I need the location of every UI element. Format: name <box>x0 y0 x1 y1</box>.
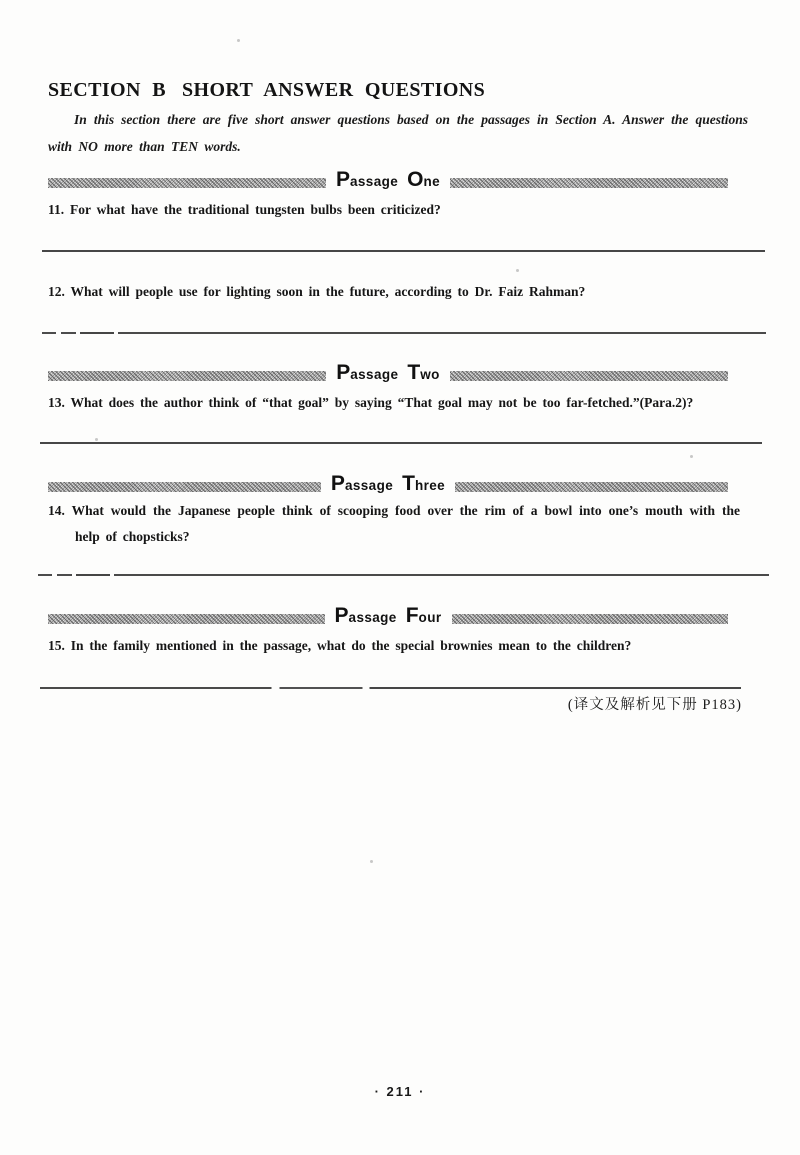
answer-line-5 <box>40 687 741 689</box>
scan-speck <box>95 438 98 441</box>
answer-line-3 <box>40 442 762 444</box>
question-text: For what have the traditional tungsten bulbs been criticized? <box>70 202 441 217</box>
question-text: What would the Japanese people think of scooping food over the rim of a bowl into one’s mouth with the help of chopsticks? <box>71 503 740 544</box>
translation-note: (译文及解析见下册 P183) <box>567 697 742 713</box>
question-13 <box>48 390 740 416</box>
passage-word: Three <box>402 472 446 495</box>
passage-word: Passage <box>336 361 399 384</box>
hatch-band-left <box>48 482 321 492</box>
passage-header-one <box>48 169 728 193</box>
passage-header-four <box>48 605 728 629</box>
passage-word: Two <box>407 361 440 384</box>
answer-line-4 <box>38 574 769 576</box>
section-title-left: SECTION B <box>48 79 166 101</box>
hatch-band-left <box>48 371 326 381</box>
hatch-band-left <box>48 178 326 188</box>
question-12 <box>48 279 740 305</box>
hatch-band-right <box>450 178 728 188</box>
passage-title-three <box>321 472 455 498</box>
answer-line-1 <box>42 250 765 252</box>
hatch-band-right <box>455 482 728 492</box>
passage-word: One <box>407 168 441 191</box>
question-number: 11. <box>48 202 65 217</box>
page-number: · 211 · <box>374 1084 426 1099</box>
section-title-right: SHORT ANSWER QUESTIONS <box>181 79 486 101</box>
question-number: 12. <box>48 284 65 299</box>
scan-speck <box>690 455 693 458</box>
passage-title-one <box>326 168 450 194</box>
passage-header-two <box>48 362 728 386</box>
question-number: 15. <box>48 638 65 653</box>
answer-line-2 <box>42 332 766 334</box>
passage-word: Passage <box>330 472 394 495</box>
question-14 <box>48 498 740 550</box>
section-title <box>48 79 485 102</box>
intro-paragraph: In this section there are five short answer questions based on the passages in Section A. Answer the questions with NO more than TEN words. <box>48 112 748 154</box>
passage-word: Passage <box>334 604 397 627</box>
question-text: What will people use for lighting soon in the future, according to Dr. Faiz Rahman? <box>70 284 586 299</box>
question-number: 14. <box>48 503 65 518</box>
scan-speck <box>516 269 519 272</box>
question-11 <box>48 197 740 223</box>
passage-word: Four <box>405 604 442 627</box>
passage-title-four <box>325 604 452 630</box>
passage-header-three <box>48 473 728 497</box>
passage-title-two <box>326 361 450 387</box>
scan-speck <box>370 860 373 863</box>
hatch-band-left <box>48 614 325 624</box>
hatch-band-right <box>450 371 728 381</box>
question-15 <box>48 633 740 659</box>
question-text: In the family mentioned in the passage, what do the special brownies mean to the children? <box>70 638 632 653</box>
hatch-band-right <box>452 614 729 624</box>
question-number: 13. <box>48 395 65 410</box>
scan-speck <box>237 39 240 42</box>
question-text: What does the author think of “that goal” by saying “That goal may not be too far-fetched.”(Para.2)? <box>70 395 694 410</box>
passage-word: Passage <box>335 168 399 191</box>
